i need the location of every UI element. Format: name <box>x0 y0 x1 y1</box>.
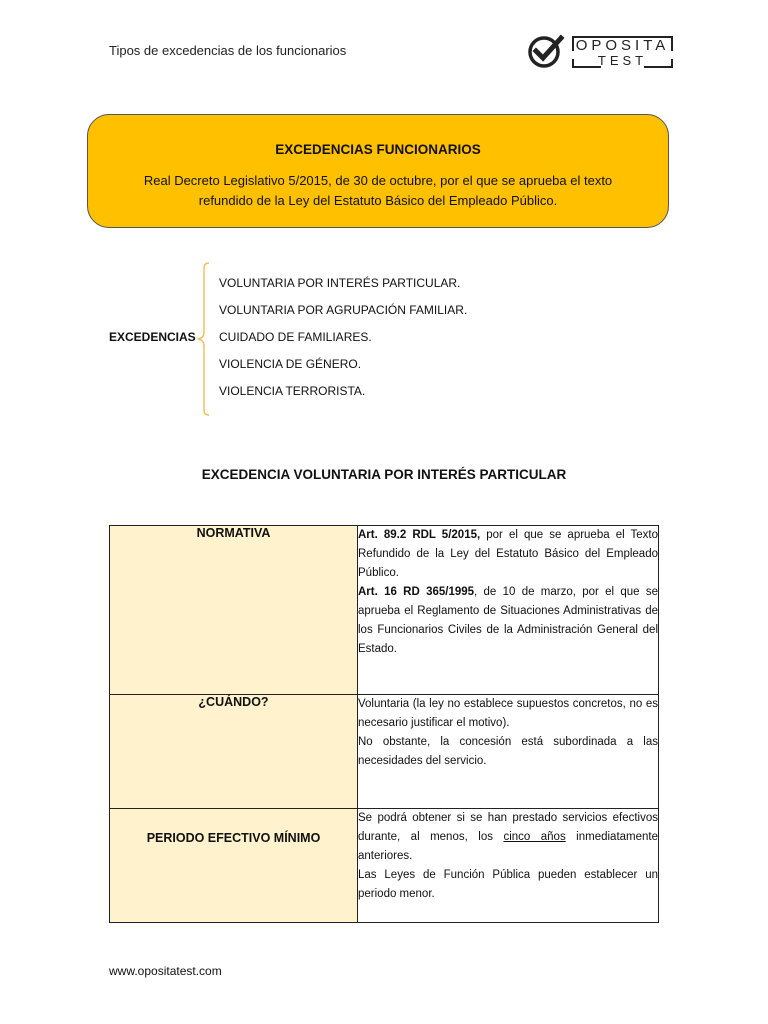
opositatest-logo <box>527 32 677 72</box>
check-circle-icon <box>527 32 565 70</box>
periodo-line1-start: Se podrá obtener si se han prestado servicios efectivos durante, al menos, los <box>358 812 658 843</box>
periodo-line1-end: inmediatamente anteriores. <box>358 831 658 862</box>
cuando-label: ¿CUÁNDO? <box>110 695 358 809</box>
list-item: CUIDADO DE FAMILIARES. <box>219 330 372 344</box>
info-table <box>109 525 659 923</box>
list-item: VOLUNTARIA POR INTERÉS PARTICULAR. <box>219 276 461 290</box>
cuando-line1: Voluntaria (la ley no establece supuestos concretos, no es necesario justificar el motivo). <box>358 698 658 729</box>
art1-text: por el que se aprueba el Texto Refundido de la Ley del Estatuto Básico del Empleado Público. <box>358 529 658 579</box>
footer-url: www.opositatest.com <box>109 964 222 978</box>
periodo-content <box>358 809 659 923</box>
periodo-line2: Las Leyes de Función Pública pueden establecer un periodo menor. <box>358 869 658 900</box>
list-item: VIOLENCIA DE GÉNERO. <box>219 357 362 371</box>
excedencias-list <box>219 276 467 411</box>
periodo-underlined: cinco años <box>503 831 566 843</box>
art2-text: , de 10 de marzo, por el que se aprueba el Reglamento de Situaciones Administrativas de los Funcionarios Civiles de la Administración General del Estado. <box>358 586 658 655</box>
document-header-title: Tipos de excedencias de los funcionarios <box>109 43 347 58</box>
table-row <box>110 809 659 923</box>
title-banner <box>87 114 669 228</box>
normativa-label: NORMATIVA <box>110 526 358 695</box>
table-row <box>110 695 659 809</box>
cuando-line2: No obstante, la concesión está subordinada a las necesidades del servicio. <box>358 736 658 767</box>
periodo-label-cell <box>110 809 358 923</box>
curly-brace-icon <box>195 262 215 416</box>
periodo-label: PERIODO EFECTIVO MÍNIMO <box>146 831 321 845</box>
logo-text-bottom: TEST <box>597 53 648 68</box>
list-item: VOLUNTARIA POR AGRUPACIÓN FAMILIAR. <box>219 303 468 317</box>
art2-reference: Art. 16 RD 365/1995 <box>358 586 475 598</box>
excedencias-label: EXCEDENCIAS <box>109 330 196 344</box>
section-title: EXCEDENCIA VOLUNTARIA POR INTERÉS PARTICULAR <box>201 467 567 482</box>
banner-title: EXCEDENCIAS FUNCIONARIOS <box>275 142 481 157</box>
list-item: VIOLENCIA TERRORISTA. <box>219 384 366 398</box>
banner-subtitle: Real Decreto Legislativo 5/2015, de 30 de octubre, por el que se aprueba el texto refundido de la Ley del Estatuto Básico del Empleado Público. <box>143 173 613 208</box>
logo-text-top: OPOSITA <box>575 37 670 54</box>
cuando-content <box>358 695 659 809</box>
normativa-content <box>358 526 659 695</box>
table-row <box>110 526 659 695</box>
logo-wordmark <box>571 35 674 69</box>
art1-reference: Art. 89.2 RDL 5/2015, <box>358 529 481 541</box>
